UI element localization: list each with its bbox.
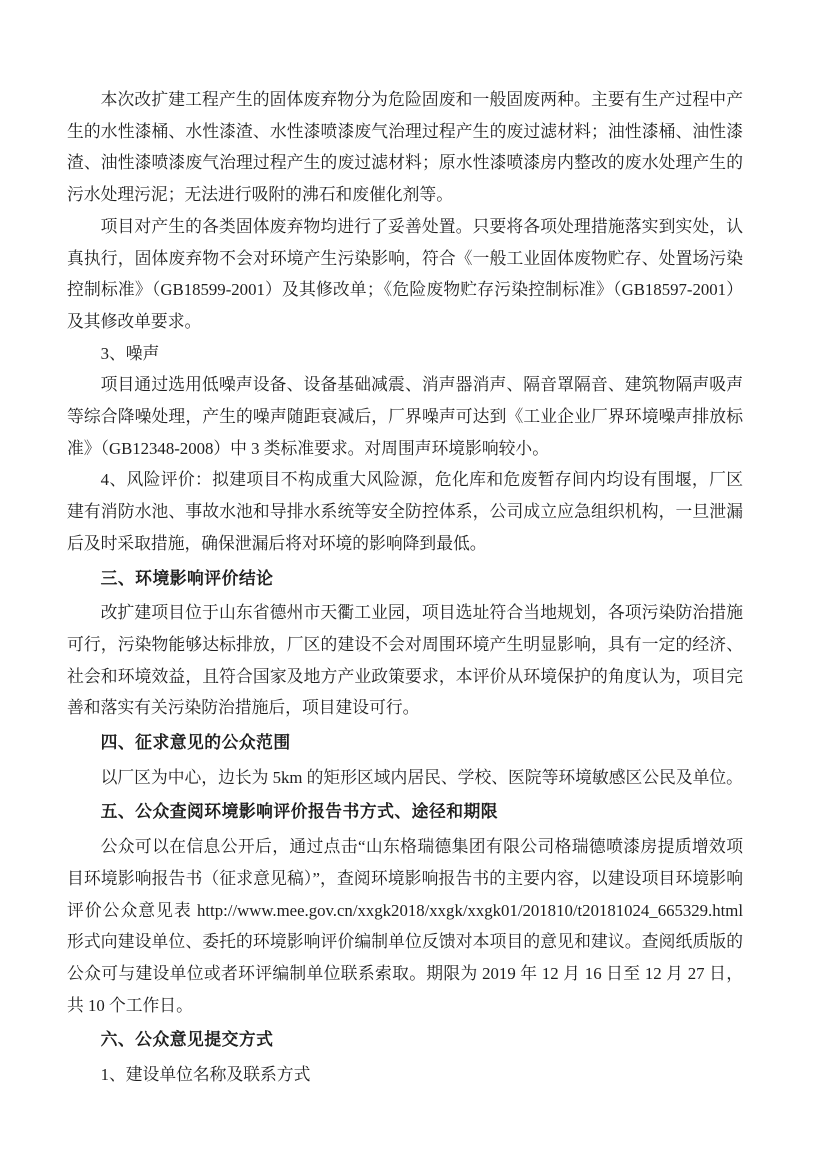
document-content (67, 84, 743, 1091)
para-solid-waste-disposal: 项目对产生的各类固体废弃物均进行了妥善处置。只要将各项处理措施落实到实处，认真执行，固体废弃物不会对环境产生污染影响，符合《一般工业固体废物贮存、处置场污染控制标准》（GB18599-2001）及其修改单；《危险废物贮存污染控制标准》（GB18597-2001）及其修改单要求。 (67, 216, 743, 331)
para-noise-measures: 项目通过选用低噪声设备、设备基础减震、消声器消声、隔音罩隔音、建筑物隔声吸声等综合降噪处理，产生的噪声随距衰减后，厂界噪声可达到《工业企业厂界环境噪声排放标准》（GB12348-2008）中 3 类标准要求。对周围声环境影响较小。 (67, 375, 743, 458)
para-builder-contact-label: 1、建设单位名称及联系方式 (100, 1065, 311, 1085)
para-solid-waste-overview: 本次改扩建工程产生的固体废弃物分为危险固废和一般固废两种。主要有生产过程中产生的水性漆桶、水性漆渣、水性漆喷漆废气治理过程产生的废过滤材料；油性漆桶、油性漆渣、油性漆喷漆废气治理过程产生的废过滤材料；原水性漆喷漆房内整改的废水处理产生的污水处理污泥；无法进行吸附的沸石和废催化剂等。 (67, 90, 743, 205)
heading-section-5-access-method: 五、公众查阅环境影响评价报告书方式、途径和期限 (100, 802, 499, 822)
para-public-scope: 以厂区为中心，边长为 5km 的矩形区域内居民、学校、医院等环境敏感区公民及单位。 (100, 767, 743, 787)
para-noise-label: 3、噪声 (100, 343, 160, 363)
heading-section-4-public-scope: 四、征求意见的公众范围 (100, 733, 291, 753)
heading-section-6-submission-method: 六、公众意见提交方式 (100, 1030, 274, 1050)
para-eia-conclusion: 改扩建项目位于山东省德州市天衢工业园，项目选址符合当地规划，各项污染防治措施可行，污染物能够达标排放，厂区的建设不会对周围环境产生明显影响，具有一定的经济、社会和环境效益，且符合国家及地方产业政策要求，本评价从环境保护的角度认为，项目完善和落实有关污染防治措施后，项目建设可行。 (67, 603, 743, 718)
para-risk-assessment: 4、风险评价：拟建项目不构成重大风险源，危化库和危废暂存间内均设有围堰，厂区建有消防水池、事故水池和导排水系统等安全防控体系，公司成立应急组织机构，一旦泄漏后及时采取措施，确保泄漏后将对环境的影响降到最低。 (67, 470, 743, 553)
heading-section-3-eia-conclusion: 三、环境影响评价结论 (100, 568, 274, 588)
para-access-method: 公众可以在信息公开后，通过点击“山东格瑞德集团有限公司格瑞德喷漆房提质增效项目环境影响报告书（征求意见稿）”，查阅环境影响报告书的主要内容，以建设项目环境影响评价公众意见表 http://www.mee.gov.cn/xxgk2018/xxgk/xxgk01/201810/t20181024_665329.html 形式向建设单位、委托的环境影响评价编制单位反馈对本项目的意见和建议。查阅纸质版的公众可与建设单位或者环评编制单位联系索取。期限为 2019 年 12 月 16 日至 12 月 27 日，共 10 个工作日。 (67, 837, 743, 1015)
